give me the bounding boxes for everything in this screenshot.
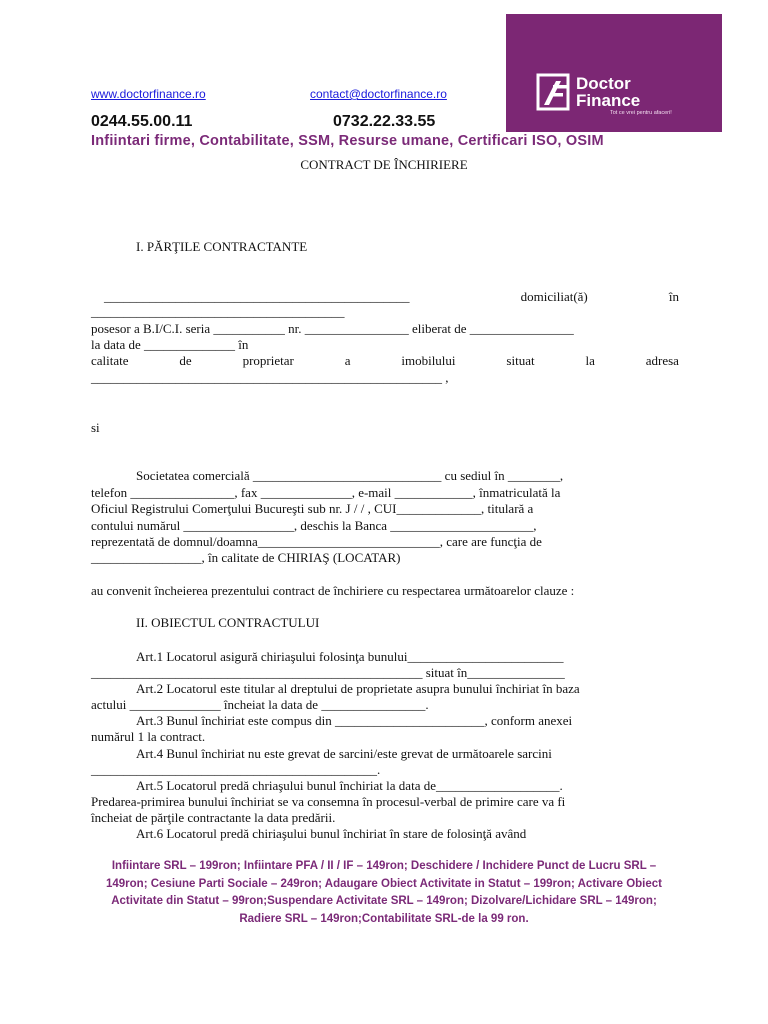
party2-line-4: contului numărul _________________, deschis la Banca ______________________,	[91, 518, 537, 533]
website-link[interactable]: www.doctorfinance.ro	[91, 87, 206, 101]
party1-line-6: ______________________________________________________ ,	[91, 370, 449, 385]
word: adresa	[645, 353, 679, 368]
word: la	[585, 353, 595, 368]
pricing-footer	[80, 858, 688, 928]
phone-number-2: 0732.22.33.55	[333, 113, 436, 130]
article-line: ____________________________________________.	[91, 762, 381, 777]
services-tagline: Infiintari firme, Contabilitate, SSM, Resurse umane, Certificari ISO, OSIM	[91, 133, 604, 149]
party2-line-5: reprezentată de domnul/doamna____________________________, care are funcţia de	[91, 534, 542, 549]
word: de	[179, 353, 192, 368]
article-line: actului ______________ încheiat la data de ________________.	[91, 697, 429, 712]
document-title: CONTRACT DE ÎNCHIRIERE	[300, 157, 468, 172]
email-link[interactable]: contact@doctorfinance.ro	[310, 87, 447, 101]
word: situat	[506, 353, 535, 368]
footer-line: Radiere SRL – 149ron;Contabilitate SRL-de la 99 ron.	[239, 912, 529, 925]
domicile-label: domiciliat(ă)	[520, 289, 588, 304]
doctor-finance-logo	[506, 14, 722, 132]
party1-line-3: posesor a B.I/C.I. seria ___________ nr. ________________ eliberat de ________________	[91, 321, 574, 336]
word: proprietar	[242, 353, 294, 368]
word: calitate	[91, 353, 129, 368]
conjunction-si: si	[91, 420, 100, 435]
section-1-heading: I. PĂRŢILE CONTRACTANTE	[136, 239, 308, 254]
party2-line-1: Societatea comercială _____________________________ cu sediul în ________,	[136, 468, 564, 483]
article-line: Art.5 Locatorul predă chriaşului bunul închiriat la data de___________________.	[136, 778, 563, 793]
party2-line-2: telefon ________________, fax ______________, e-mail ____________, înmatriculată la	[91, 485, 561, 500]
article-line: Predarea-primirea bunului închiriat se va consemna în procesul-verbal de primire care va fi	[91, 794, 566, 809]
party1-line-1	[104, 289, 679, 305]
party1-line-4: la data de ______________ în	[91, 337, 249, 352]
article-line: numărul 1 la contract.	[91, 729, 206, 744]
party2-line-3: Oficiul Registrului Comerţului Bucureşti sub nr. J / / , CUI_____________, titulară a	[91, 501, 534, 516]
logo-text-finance: Finance	[576, 91, 641, 110]
article-line: Art.3 Bunul închiriat este compus din _______________________, conform anexei	[136, 713, 573, 728]
footer-line: Activitate din Statut – 99ron;Suspendare Activitate SRL – 149ron; Dizolvare/Lichidare SRL – 149ron;	[111, 895, 657, 907]
logo-tagline: Tot ce vrei pentru afaceri!	[610, 110, 672, 116]
logo-mark-icon	[536, 72, 572, 112]
footer-line: Infiintare SRL – 199ron; Infiintare PFA / II / IF – 149ron; Deschidere / Inchidere Punct de Lucru SRL –	[111, 860, 657, 872]
party1-line-5	[91, 353, 679, 369]
party2-line-6: _________________, în calitate de CHIRIAŞ (LOCATAR)	[91, 550, 401, 565]
in-label: în	[668, 289, 679, 304]
word: imobilului	[401, 353, 456, 368]
blank-field: _______________________________________________	[104, 289, 410, 304]
article-line: Art.1 Locatorul asigură chiriaşului folosinţa bunului________________________	[136, 649, 564, 664]
article-line: Art.4 Bunul închiriat nu este grevat de sarcini/este grevat de următoarele sarcini	[136, 746, 552, 761]
article-line: ___________________________________________________ situat în_______________	[91, 665, 565, 680]
article-line: încheiat de părţile contractante la data predării.	[91, 810, 336, 825]
phone-number-1: 0244.55.00.11	[91, 113, 193, 130]
logo-text-doctor: Doctor	[576, 74, 631, 93]
section-2-heading: II. OBIECTUL CONTRACTULUI	[136, 615, 320, 630]
article-line: Art.6 Locatorul predă chiriaşului bunul închiriat în stare de folosinţă având	[136, 826, 527, 841]
word: a	[344, 353, 351, 368]
footer-line: 149ron; Cesiune Parti Sociale – 249ron; Adaugare Obiect Activitate in Statut – 199ron; Activare Obiect	[105, 877, 662, 890]
article-line: Art.2 Locatorul este titular al dreptului de proprietate asupra bunului închiriat în baza	[136, 681, 580, 696]
agreement-sentence: au convenit încheierea prezentului contract de închiriere cu respectarea următoarelor clauze :	[91, 583, 575, 598]
party1-line-2: _______________________________________	[91, 304, 345, 319]
